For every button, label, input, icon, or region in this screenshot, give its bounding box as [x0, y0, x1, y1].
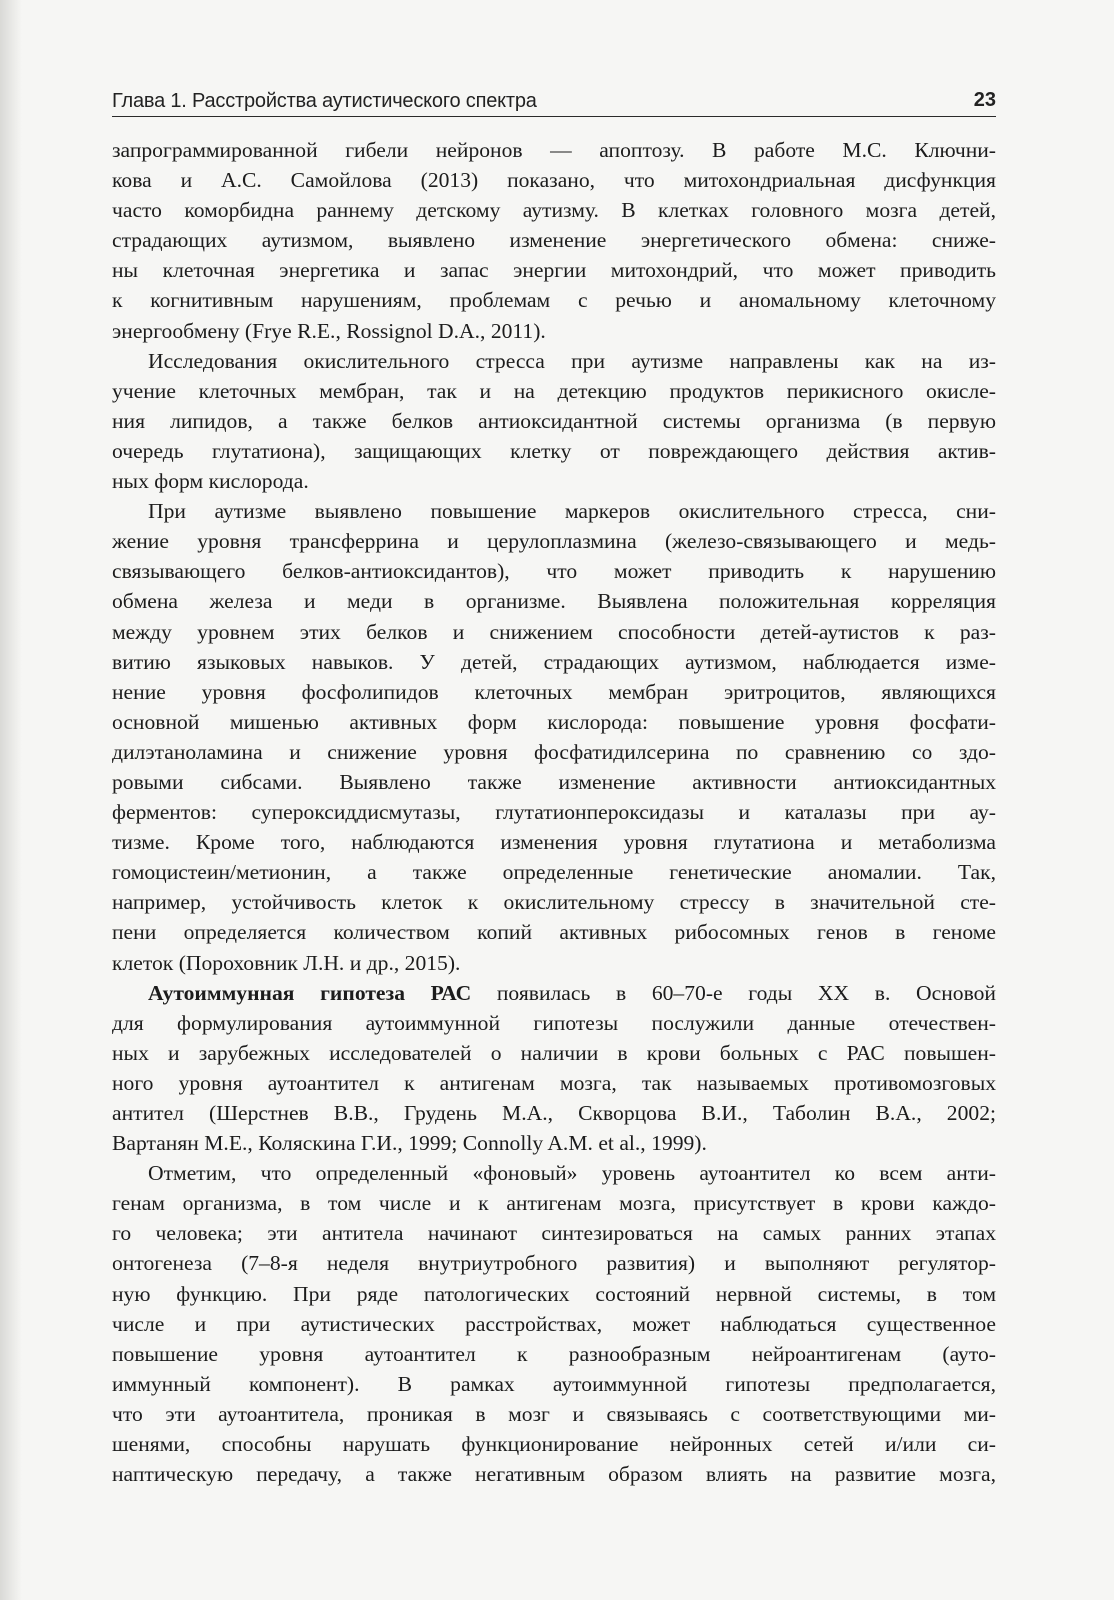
text-line: онтогенеза (7–8-я неделя внутриутробного развития) и выполняют регулятор- — [112, 1251, 996, 1276]
text-line: антител (Шерстнев В.В., Грудень М.А., Скворцова В.И., Таболин В.А., 2002; — [112, 1101, 996, 1125]
text-line: очередь глутатиона), защищающих клетку от повреждающего действия актив- — [112, 438, 996, 463]
text-line: что эти аутоантитела, проникая в мозг и связываясь с соответствующими ми- — [112, 1401, 996, 1426]
text-line: нение уровня фосфолипидов клеточных мембран эритроцитов, являющихся — [112, 679, 996, 704]
chapter-title: Глава 1. Расстройства аутистического спектра — [112, 90, 537, 112]
text-line: к когнитивным нарушениям, проблемам с речью и аномальному клеточному — [112, 288, 996, 313]
text-line: повышение уровня аутоантител к разнообразным нейроантигенам (ауто- — [112, 1341, 996, 1366]
body-text — [112, 135, 996, 1489]
text-line: иммунный компонент). В рамках аутоиммунной гипотезы предполагается, — [112, 1371, 996, 1396]
paragraph-first-line: При аутизме выявлено повышение маркеров окислительного стресса, сни- — [148, 499, 996, 524]
running-header — [112, 88, 996, 117]
text-line: основной мишенью активных форм кислорода: повышение уровня фосфати- — [112, 709, 996, 734]
text-line: ровыми сибсами. Выявлено также изменение активности антиоксидантных — [112, 769, 996, 794]
text-line: витию языковых навыков. У детей, страдающих аутизмом, наблюдается изме- — [112, 649, 996, 674]
text-line: энергообмену (Frye R.E., Rossignol D.A., 2011). — [112, 318, 546, 343]
page-number: 23 — [973, 89, 996, 111]
text-line: жение уровня трансферрина и церулоплазмина (железо-связывающего и медь- — [112, 529, 996, 554]
text-line: генам организма, в том числе и к антигенам мозга, присутствует в крови каждо- — [112, 1191, 996, 1216]
text-line: запрограммированной гибели нейронов — апоптозу. В работе М.С. Ключни- — [112, 138, 996, 162]
text-line: ферментов: супероксиддисмутазы, глутатионпероксидазы и каталазы при ау- — [112, 800, 996, 825]
text-line: клеток (Пороховник Л.Н. и др., 2015). — [112, 950, 461, 975]
text-line: ного уровня аутоантител к антигенам мозга, так называемых противомозговых — [112, 1070, 996, 1095]
text-line: например, устойчивость клеток к окислительному стрессу в значительной сте- — [112, 890, 996, 915]
text-line: для формулирования аутоиммунной гипотезы послужили данные отечествен- — [112, 1010, 996, 1035]
text-line: учение клеточных мембран, так и на детекцию продуктов перикисного окисле- — [112, 378, 996, 403]
text-line: ния липидов, а также белков антиоксидантной системы организма (в первую — [112, 408, 996, 433]
text-line: обмена железа и меди в организме. Выявлена положительная корреляция — [112, 589, 996, 614]
text-line: связывающего белков-антиоксидантов), что может приводить к нарушению — [112, 559, 996, 584]
paragraph-first-line: Отметим, что определенный «фоновый» уровень аутоантител ко всем анти- — [148, 1161, 996, 1186]
text-line: шенями, способны нарушать функционирование нейронных сетей и/или си- — [112, 1432, 996, 1457]
text-line: ных форм кислорода. — [112, 469, 309, 494]
text-line: часто коморбидна раннему детскому аутизму. В клетках головного мозга детей, — [112, 198, 996, 223]
paragraph-first-line: Исследования окислительного стресса при аутизме направлены как на из- — [148, 348, 996, 373]
text-span: появилась в 60–70-е годы XX в. Основой — [471, 980, 996, 1005]
paragraph-first-line — [112, 978, 996, 1008]
bold-term: Аутоиммунная гипотеза РАС — [148, 980, 472, 1005]
text-line: ны клеточная энергетика и запас энергии митохондрий, что может приводить — [112, 258, 996, 283]
page-gutter-shadow — [0, 0, 22, 1600]
text-line: страдающих аутизмом, выявлено изменение энергетического обмена: сниже- — [112, 228, 996, 253]
text-line: го человека; эти антитела начинают синтезироваться на самых ранних этапах — [112, 1221, 996, 1246]
text-line: тизме. Кроме того, наблюдаются изменения уровня глутатиона и метаболизма — [112, 830, 996, 855]
text-line: пени определяется количеством копий активных рибосомных генов в геноме — [112, 920, 996, 945]
text-line: ную функцию. При ряде патологических состояний нервной системы, в том — [112, 1281, 996, 1306]
text-line: Вартанян М.Е., Коляскина Г.И., 1999; Connolly A.M. et al., 1999). — [112, 1131, 707, 1156]
text-line: между уровнем этих белков и снижением способности детей-аутистов к раз- — [112, 619, 996, 644]
text-line: кова и А.С. Самойлова (2013) показано, что митохондриальная дисфункция — [112, 168, 996, 193]
text-line: гомоцистеин/метионин, а также определенные генетические аномалии. Так, — [112, 860, 996, 885]
text-line: наптическую передачу, а также негативным образом влиять на развитие мозга, — [112, 1462, 996, 1487]
text-line: числе и при аутистических расстройствах, может наблюдаться существенное — [112, 1311, 996, 1336]
text-line: ных и зарубежных исследователей о наличии в крови больных с РАС повышен- — [112, 1040, 996, 1065]
text-line: дилэтаноламина и снижение уровня фосфатидилсерина по сравнению со здо- — [112, 739, 996, 764]
